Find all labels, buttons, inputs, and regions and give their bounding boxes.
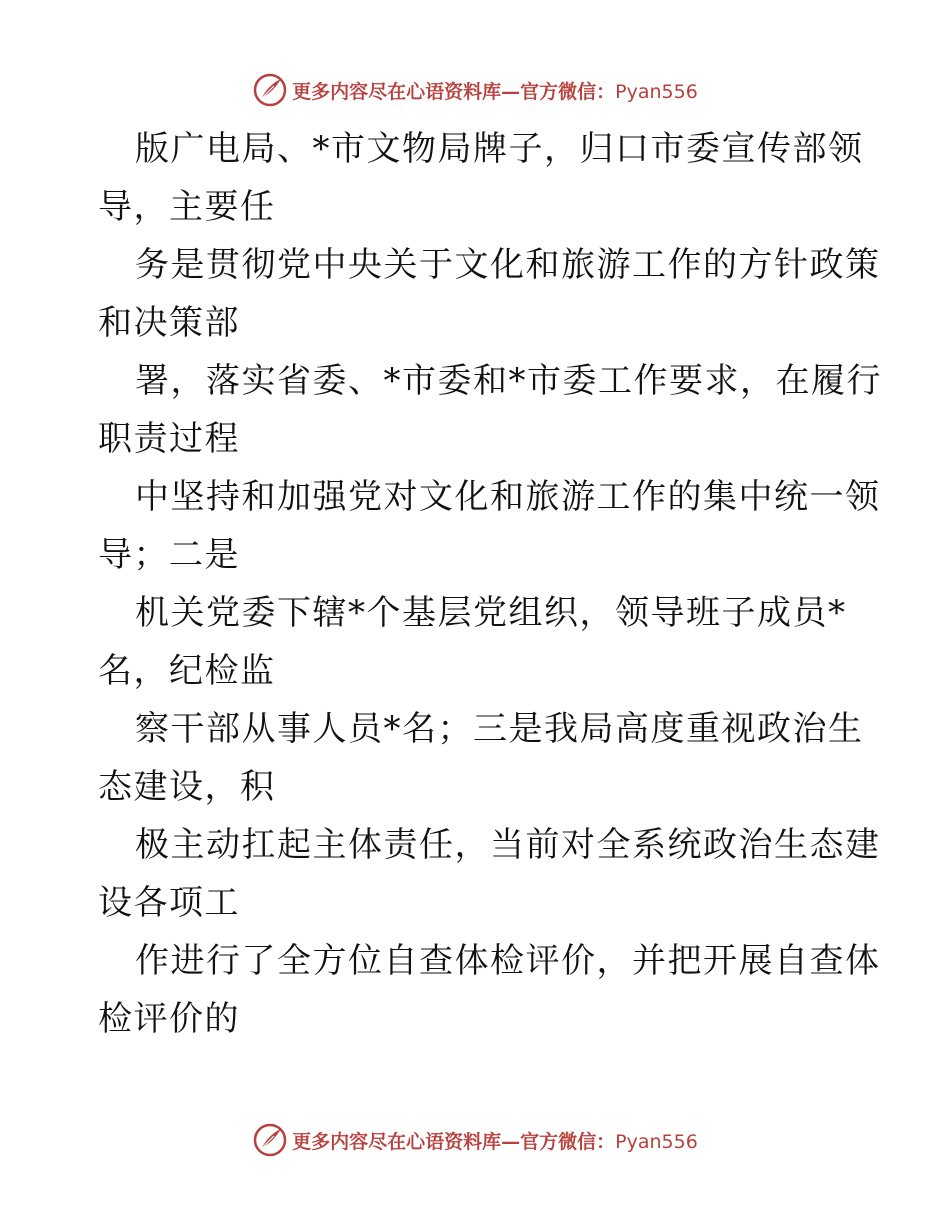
document-body [98,120,882,1048]
paragraph-line: 导；二是 [98,535,240,575]
paragraph-line: 中坚持和加强党对文化和旅游工作的集中统一领 [135,477,881,517]
banner-text [292,77,698,104]
wechat-id: Pyan556 [615,80,698,103]
paragraph-line: 署，落实省委、*市委和*市委工作要求，在履行 [135,361,882,401]
paragraph-line: 设各项工 [98,883,240,923]
paragraph-line: 察干部从事人员*名；三是我局高度重视政治生 [135,709,864,749]
banner-text [292,1127,698,1154]
paragraph-line: 版广电局、*市文物局牌子，归口市委宣传部领 [135,129,864,169]
wechat-id: Pyan556 [615,1130,698,1153]
header-banner [0,70,950,110]
banner-slogan: 更多内容尽在心语资料库—官方微信： [292,80,616,103]
banner-slogan: 更多内容尽在心语资料库—官方微信： [292,1130,616,1153]
paragraph-line: 态建设，积 [98,767,276,807]
paragraph-line: 和决策部 [98,303,240,343]
paragraph-line: 务是贯彻党中央关于文化和旅游工作的方针政策 [135,245,881,285]
paragraph-line: 职责过程 [98,419,240,459]
paragraph-line: 机关党委下辖*个基层党组织，领导班子成员* [135,593,847,633]
paragraph-line: 极主动扛起主体责任，当前对全系统政治生态建 [135,825,881,865]
paragraph-line: 导，主要任 [98,187,276,227]
footer-banner [0,1120,950,1160]
feather-quill-icon [252,72,288,108]
paragraph-line: 作进行了全方位自查体检评价，并把开展自查体 [135,941,881,981]
paragraph-line: 检评价的 [98,999,240,1039]
feather-quill-icon [252,1122,288,1158]
paragraph-line: 名，纪检监 [98,651,276,691]
